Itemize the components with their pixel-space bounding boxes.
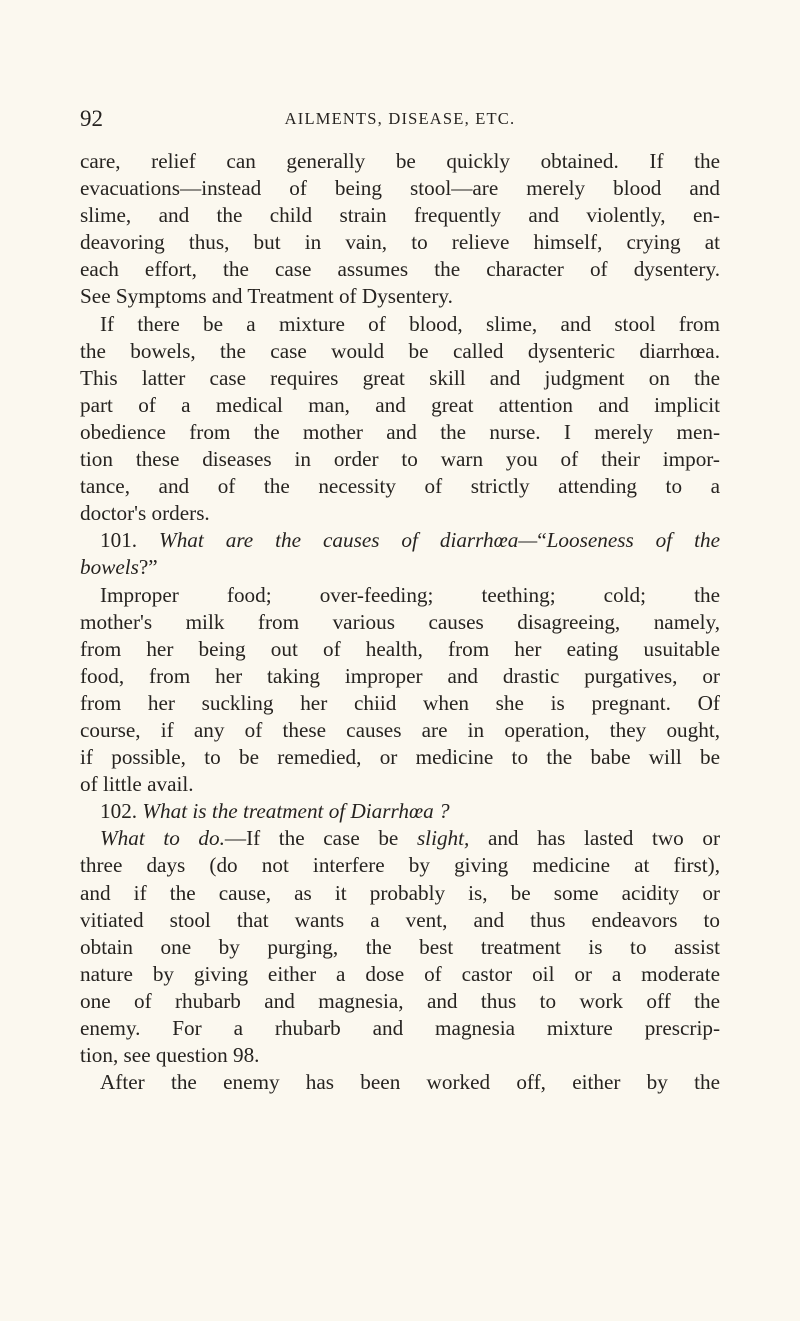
text-line: vitiated stool that wants a vent, and thus endeavors to: [80, 907, 720, 932]
open-quote: “: [537, 528, 547, 553]
question-text: bowels: [80, 555, 139, 580]
text-line: the bowels, the case would be called dysenteric diarrhœa.: [80, 338, 720, 363]
text-line: obedience from the mother and the nurse. I merely men-: [80, 419, 720, 444]
page-number: 92: [80, 106, 103, 131]
text-line: of little avail.: [80, 772, 194, 797]
question-end: ?”: [138, 555, 158, 580]
text-line: and if the cause, as it probably is, be some acidity or: [80, 880, 720, 905]
text-line: evacuations—instead of being stool—are merely blood and: [80, 176, 720, 201]
text-line: tance, and of the necessity of strictly attending to a: [80, 474, 720, 499]
text-line: tion these diseases in order to warn you of their impor-: [80, 447, 720, 472]
text-line: food, from her taking improper and drastic purgatives, or: [80, 663, 720, 688]
question-text: What is the treatment of Diarrhœa ?: [142, 799, 450, 824]
text-line: tion, see question 98.: [80, 1043, 260, 1068]
text-line: nature by giving either a dose of castor oil or a moderate: [80, 961, 720, 986]
text-line: doctor's orders.: [80, 501, 210, 526]
text-line: from her being out of health, from her eating usuitable: [80, 636, 720, 661]
text-line: mother's milk from various causes disagreeing, namely,: [80, 609, 720, 634]
page-header: [80, 104, 720, 134]
running-head: AILMENTS, DISEASE, ETC.: [284, 109, 516, 128]
text-line: if possible, to be remedied, or medicine to the babe will be: [80, 745, 720, 770]
text-line: If there be a mixture of blood, slime, and stool from: [100, 311, 720, 336]
question-text-2: Looseness of the: [546, 528, 720, 553]
text-line: After the enemy has been worked off, either by the: [100, 1070, 720, 1095]
text-line: one of rhubarb and magnesia, and thus to work off the: [80, 988, 720, 1013]
subheading: What to do.: [100, 826, 225, 851]
text-line: care, relief can generally be quickly obtained. If the: [80, 149, 720, 173]
text-line: from her suckling her chiid when she is pregnant. Of: [80, 690, 720, 715]
body-text: [80, 148, 720, 1096]
text-line: part of a medical man, and great attention and implicit: [80, 392, 720, 417]
text-line: each effort, the case assumes the character of dysentery.: [80, 257, 720, 282]
text-line: Improper food; over-feeding; teething; cold; the: [100, 582, 720, 607]
text-line: What to do.—If the case be slight, and has lasted two or: [100, 826, 721, 851]
question-number: 101.: [100, 528, 138, 553]
text-line: See Symptoms and Treatment of Dysentery.: [80, 284, 453, 309]
question-number: 102.: [100, 799, 138, 824]
text-line: enemy. For a rhubarb and magnesia mixture prescrip-: [80, 1016, 720, 1040]
question-line: [80, 798, 720, 825]
text-line: deavoring thus, but in vain, to relieve himself, crying at: [80, 230, 720, 255]
text-line: obtain one by purging, the best treatment is to assist: [80, 934, 720, 959]
question-line: [80, 527, 720, 554]
question-line: [80, 554, 720, 581]
text-line: three days (do not interfere by giving medicine at first),: [80, 853, 720, 878]
emphasis: slight,: [416, 826, 470, 851]
text-line: slime, and the child strain frequently and violently, en-: [80, 203, 720, 228]
text-line: course, if any of these causes are in operation, they ought,: [80, 717, 720, 742]
question-text: What are the causes of diarrhœa—: [159, 528, 538, 553]
text-line: This latter case requires great skill and judgment on the: [80, 365, 720, 390]
